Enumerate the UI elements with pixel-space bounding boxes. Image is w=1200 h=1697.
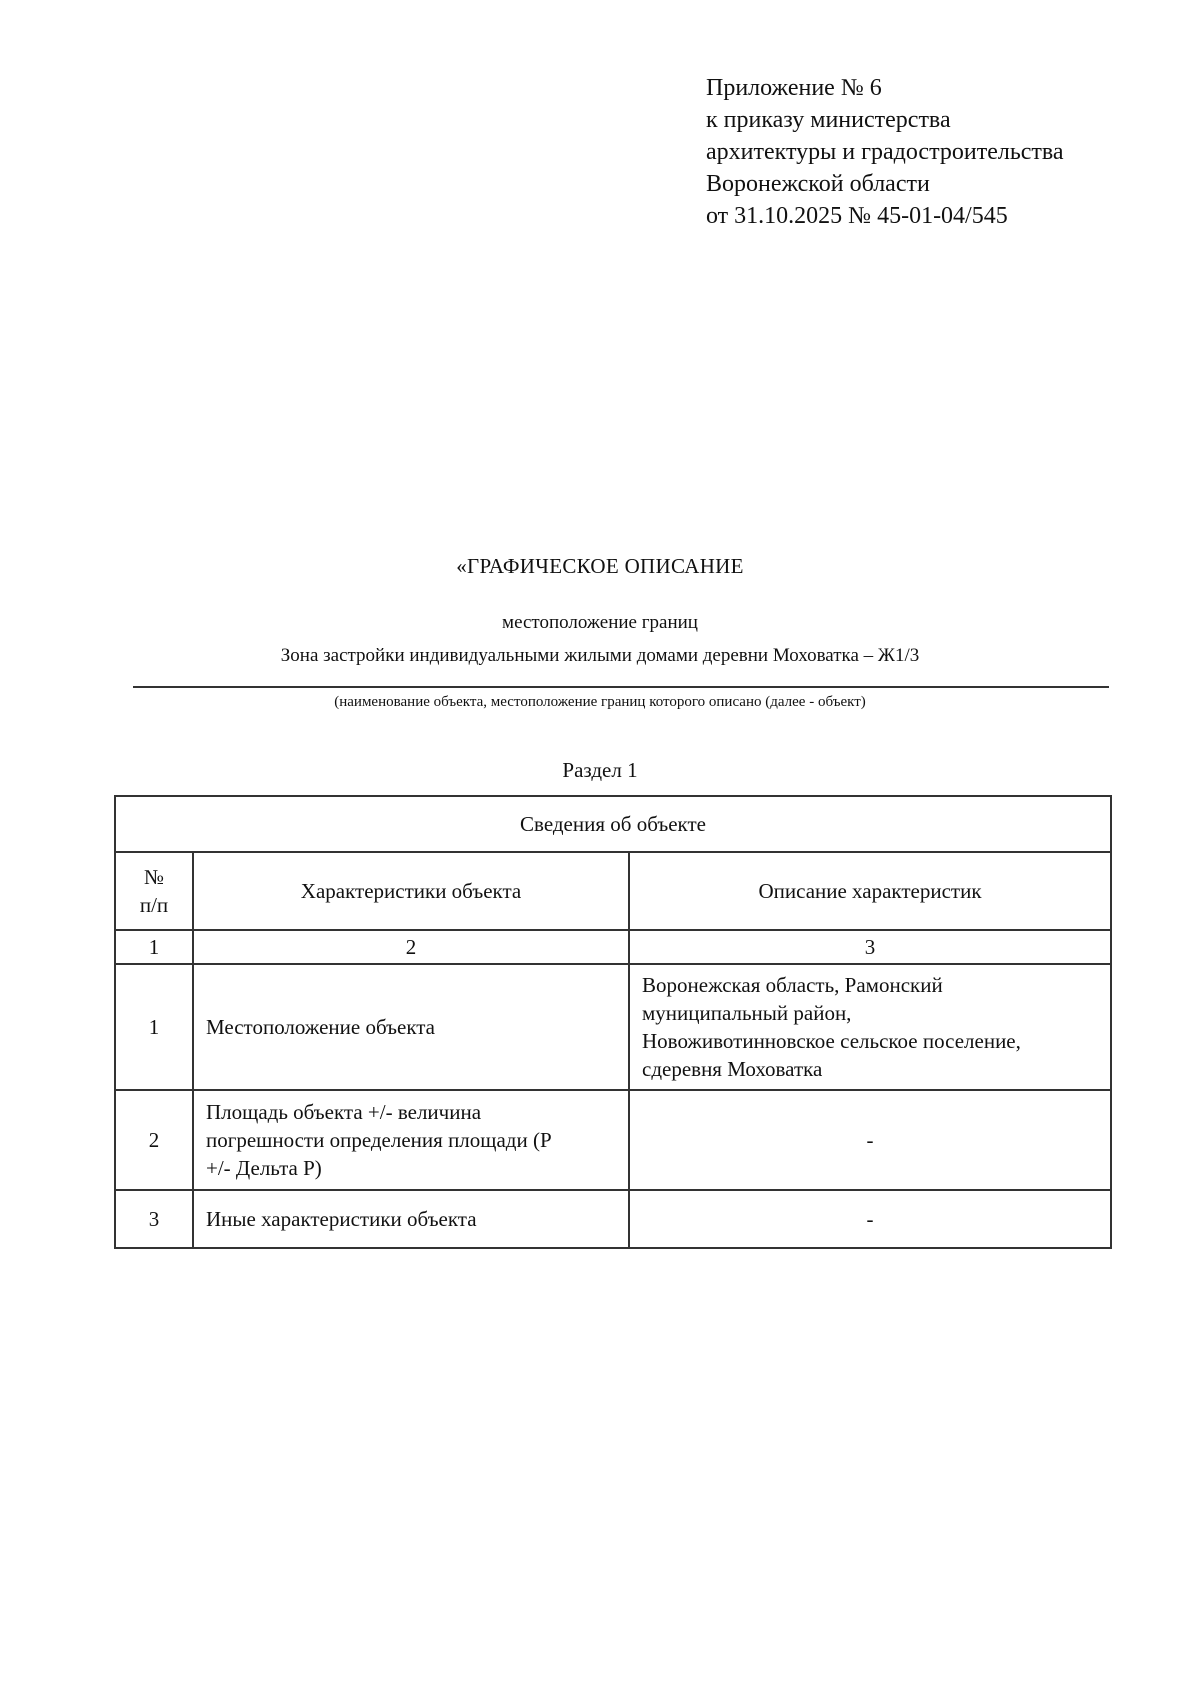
column-number: 1: [115, 930, 193, 964]
header-characteristics: Характеристики объекта: [193, 852, 629, 930]
appendix-line: Воронежской области: [706, 171, 930, 197]
table-caption-row: [115, 796, 1111, 852]
appendix-line: архитектуры и градостроительства: [706, 139, 1064, 165]
row-description: -: [629, 1090, 1111, 1190]
description-line: Новоживотинновское сельское поселение,: [642, 1029, 1021, 1053]
header-number: [115, 852, 193, 930]
header-number-line1: №: [143, 865, 165, 889]
header-description: Описание характеристик: [629, 852, 1111, 930]
appendix-block: [706, 72, 1186, 232]
document-title: «ГРАФИЧЕСКОЕ ОПИСАНИЕ: [456, 554, 744, 578]
table-caption: Сведения об объекте: [115, 796, 1111, 852]
row-number: 1: [115, 964, 193, 1090]
column-number: 3: [629, 930, 1111, 964]
header-number-line2: п/п: [139, 893, 169, 917]
description-line: сдеревня Моховатка: [642, 1057, 823, 1081]
description-line: Воронежская область, Рамонский: [642, 973, 943, 997]
row-characteristic: Иные характеристики объекта: [193, 1190, 629, 1248]
document-subtitle: местоположение границ: [502, 612, 698, 633]
object-name-underline: [133, 686, 1109, 688]
row-number: 2: [115, 1090, 193, 1190]
column-number: 2: [193, 930, 629, 964]
characteristic-line: Площадь объекта +/- величина: [206, 1100, 482, 1124]
description-line: муниципальный район,: [642, 1001, 852, 1025]
table-row: [115, 1190, 1111, 1248]
row-description: [629, 964, 1111, 1090]
row-description: -: [629, 1190, 1111, 1248]
characteristic-line: +/- Дельта Р): [206, 1156, 322, 1180]
object-info-table: [114, 795, 1112, 1249]
table-row: [115, 964, 1111, 1090]
column-number-row: [115, 930, 1111, 964]
appendix-line: Приложение № 6: [706, 75, 882, 101]
row-characteristic: Местоположение объекта: [193, 964, 629, 1090]
appendix-line: к приказу министерства: [706, 107, 951, 133]
row-characteristic: [193, 1090, 629, 1190]
section-label: Раздел 1: [562, 758, 638, 782]
row-number: 3: [115, 1190, 193, 1248]
appendix-line: от 31.10.2025 № 45-01-04/545: [706, 203, 1008, 229]
object-name-caption: (наименование объекта, местоположение границ которого описано (далее - объект): [334, 694, 866, 710]
object-name: Зона застройки индивидуальными жилыми домами деревни Моховатка – Ж1/3: [280, 645, 920, 666]
table-header-row: [115, 852, 1111, 930]
table-row: [115, 1090, 1111, 1190]
characteristic-line: погрешности определения площади (Р: [206, 1128, 552, 1152]
